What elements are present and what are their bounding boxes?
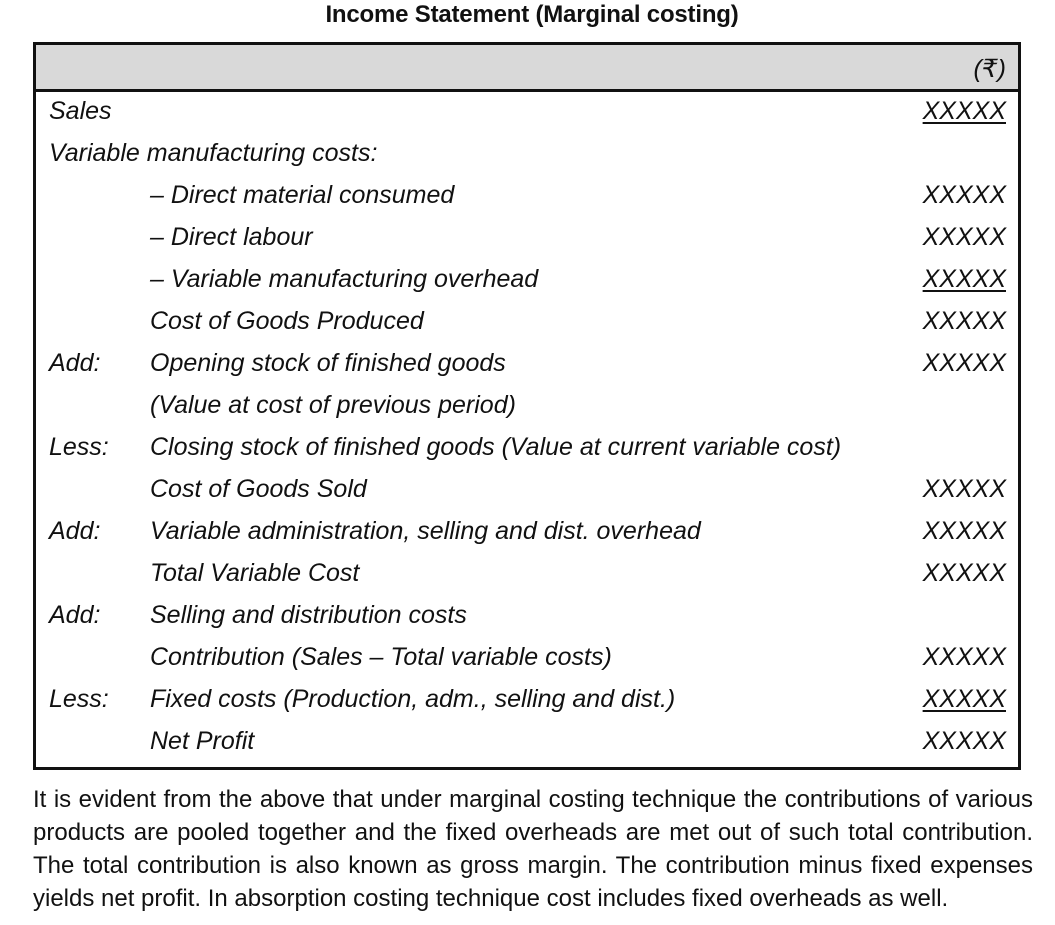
row-prefix: Less:	[49, 685, 109, 713]
table-row	[36, 344, 1018, 386]
table-row	[36, 680, 1018, 722]
row-amount: XXXXX	[922, 97, 1006, 125]
row-label: Cost of Goods Produced	[150, 307, 424, 335]
row-prefix: Add:	[49, 601, 101, 629]
row-prefix: Add:	[49, 349, 101, 377]
row-amount: XXXXX	[922, 265, 1006, 293]
row-label: Fixed costs (Production, adm., selling and dist.)	[150, 685, 676, 713]
row-label: Sales	[49, 97, 112, 125]
table-row	[36, 176, 1018, 218]
statement-title: Income Statement (Marginal costing)	[325, 1, 739, 28]
table-row	[36, 134, 1018, 176]
table-row	[36, 638, 1018, 680]
row-label: Variable administration, selling and dist. overhead	[150, 517, 701, 545]
row-label: (Value at cost of previous period)	[150, 391, 516, 419]
row-label: Cost of Goods Sold	[150, 475, 367, 503]
row-amount: XXXXX	[922, 685, 1006, 713]
row-amount: XXXXX	[922, 727, 1006, 755]
row-label: Variable manufacturing costs:	[49, 139, 378, 167]
row-label: – Variable manufacturing overhead	[150, 265, 539, 293]
table-row	[36, 92, 1018, 134]
table-row	[36, 428, 1018, 470]
row-label: Contribution (Sales – Total variable costs)	[150, 643, 612, 671]
table-row	[36, 596, 1018, 638]
row-amount: XXXXX	[922, 559, 1006, 587]
row-label: – Direct material consumed	[150, 181, 455, 209]
table-row	[36, 386, 1018, 428]
table-row	[36, 260, 1018, 302]
table-row	[36, 722, 1018, 764]
table-row	[36, 512, 1018, 554]
table-row	[36, 554, 1018, 596]
row-label: – Direct labour	[150, 223, 313, 251]
row-label: Net Profit	[150, 727, 255, 755]
table-row	[36, 302, 1018, 344]
table-row	[36, 218, 1018, 260]
row-amount: XXXXX	[922, 223, 1006, 251]
row-label: Selling and distribution costs	[150, 601, 467, 629]
row-amount: XXXXX	[922, 475, 1006, 503]
currency-label: (₹)	[973, 55, 1006, 83]
row-label: Closing stock of finished goods (Value at current variable cost)	[150, 433, 842, 461]
table-row	[36, 470, 1018, 512]
row-prefix: Less:	[49, 433, 109, 461]
income-statement-table	[33, 42, 1021, 770]
table-body	[36, 92, 1018, 764]
table-header	[36, 45, 1018, 92]
row-amount: XXXXX	[922, 181, 1006, 209]
row-amount: XXXXX	[922, 349, 1006, 377]
row-amount: XXXXX	[922, 307, 1006, 335]
row-amount: XXXXX	[922, 643, 1006, 671]
row-label: Total Variable Cost	[150, 559, 360, 587]
explanation-paragraph: It is evident from the above that under marginal costing technique the contributions of various products are pooled together and the fixed overheads are met out of such total contribution. The total contribution is also known as gross margin. The contribution minus fixed expenses yields net profit. In absorption costing technique cost includes fixed overheads as well.	[33, 786, 1033, 912]
row-prefix: Add:	[49, 517, 101, 545]
row-amount: XXXXX	[922, 517, 1006, 545]
row-label: Opening stock of finished goods	[150, 349, 506, 377]
